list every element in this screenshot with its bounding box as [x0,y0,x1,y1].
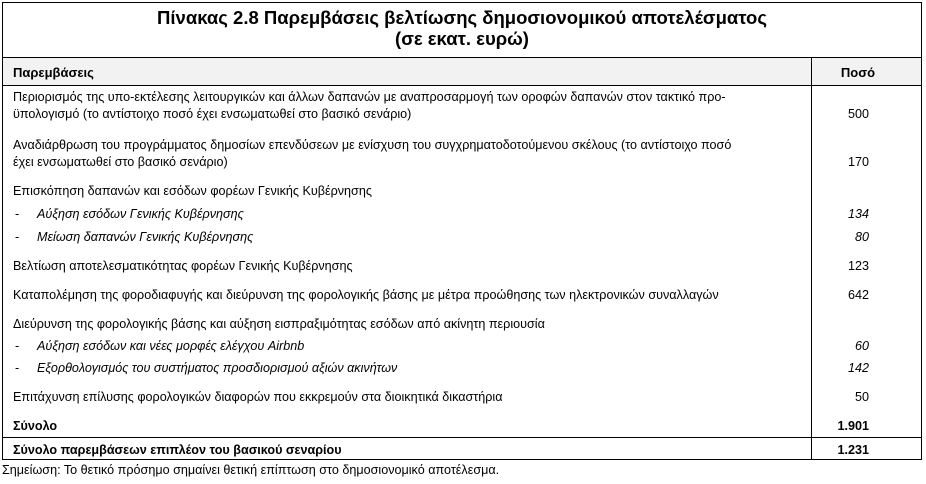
row-text: Διεύρυνση της φορολογικής βάσης και αύξηση εισπραξιμότητας εσόδων από ακίνητη περιουσία [13,317,545,331]
table-title [3,3,921,56]
table-note: Σημείωση: Το θετικό πρόσημο σημαίνει θετική επίπτωση στο δημοσιονομικό αποτέλεσμα. [2,463,500,477]
row-text: Αύξηση εσόδων Γενικής Κυβέρνησης [37,207,244,221]
row-text: Βελτίωση αποτελεσματικότητας φορέων Γενικής Κυβέρνησης [13,259,353,273]
total-label: Σύνολο [13,419,58,433]
row-dash: - [15,230,20,244]
row-text: έχει ενσωματωθεί στο βασικό σενάριο) [13,155,228,169]
row-value: 142 [847,361,869,375]
title-line-2: (σε εκατ. ευρώ) [395,28,529,49]
row-text: Επιτάχυνση επίλυσης φορολογικών διαφορών που εκκρεμούν στα διοικητικά δικαστήρια [13,390,503,404]
row-value: 500 [847,107,869,121]
row-value: 134 [847,207,869,221]
row-text: Εξορθολογισμός του συστήματος προσδιορισμού αξιών ακινήτων [37,361,398,375]
row-text: Καταπολέμηση της φοροδιαφυγής και διεύρυνση της φορολογικής βάσης με μέτρα προώθησης των ηλεκτρονικών συναλλαγών [13,288,719,302]
table-row [3,137,921,171]
table-frame [2,2,922,460]
row-value: 170 [847,155,869,169]
row-text: Αύξηση εσόδων και νέες μορφές ελέγχου Airbnb [37,339,305,353]
table-header [3,57,921,86]
row-value: 50 [854,390,869,404]
header-amount: Ποσό [840,65,876,80]
row-text: Περιορισμός της υπο-εκτέλεσης λειτουργικών και άλλων δαπανών με αναπροσαρμογή των οροφών δαπανών στον τακτικό προ- [13,90,726,104]
row-dash: - [15,207,20,221]
row-value: 642 [847,288,869,302]
row-text: Μείωση δαπανών Γενικής Κυβέρνησης [37,230,254,244]
title-line-1: Πίνακας 2.8 Παρεμβάσεις βελτίωσης δημοσιονομικού αποτελέσματος [157,7,767,28]
row-text: Επισκόπηση δαπανών και εσόδων φορέων Γενικής Κυβέρνησης [13,184,372,198]
total-value: 1.901 [837,419,869,433]
row-dash: - [15,339,20,353]
total-divider [3,437,921,438]
extra-total-value: 1.231 [837,443,869,457]
header-measures: Παρεμβάσεις [13,65,94,80]
extra-total-label: Σύνολο παρεμβάσεων επιπλέον του βασικού σεναρίου [13,443,342,457]
row-dash: - [15,361,20,375]
row-text: Αναδιάρθρωση του προγράμματος δημοσίων επενδύσεων με ενίσχυση του συγχρηματοδοτούμενου σκέλους (το αντίστοιχο ποσό [13,138,732,152]
row-value: 123 [847,259,869,273]
table-row [3,89,921,123]
row-value: 60 [854,339,869,353]
row-text: ϋπολογισμό (το αντίστοιχο ποσό έχει ενσωματωθεί στο βασικό σενάριο) [13,107,412,121]
row-value: 80 [854,230,869,244]
